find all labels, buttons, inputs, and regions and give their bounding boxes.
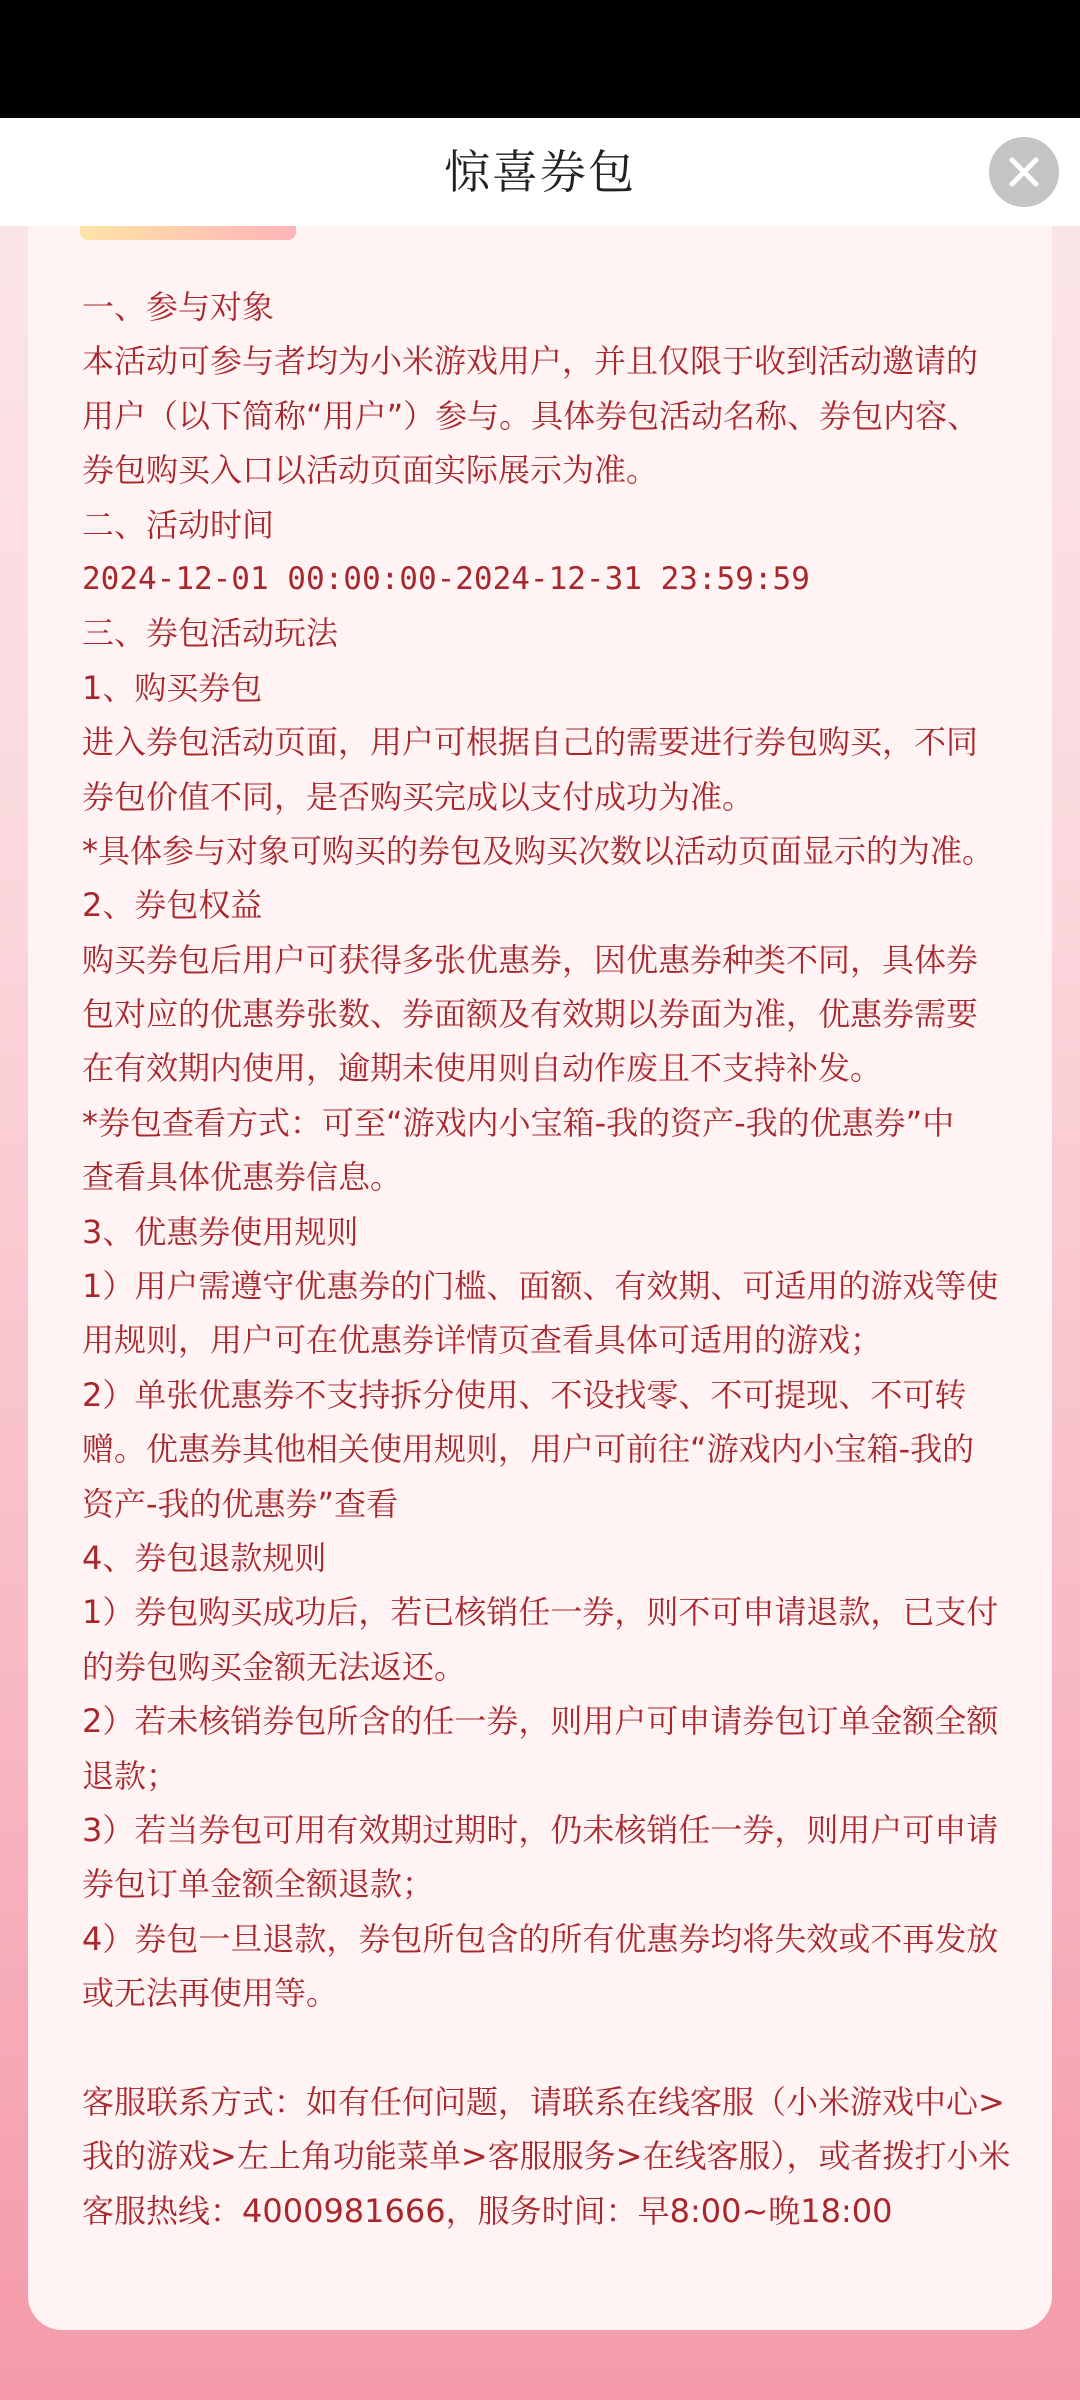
rules-text-line: 券包购买入口以活动页面实际展示为准。 [82, 451, 659, 490]
rules-text-line: 查看具体优惠券信息。 [82, 1158, 403, 1197]
rules-text-line: 券包价值不同，是否购买完成以支付成功为准。 [82, 777, 755, 816]
rules-text-line: 用规则，用户可在优惠券详情页查看具体可适用的游戏； [82, 1321, 883, 1360]
customer-service-text: 我的游戏>左上角功能菜单>客服服务>在线客服），或者拨打小米 [82, 2137, 1011, 2176]
rules-text-line: 资产-我的优惠券”查看 [82, 1484, 399, 1523]
rules-text-line: 赠。优惠券其他相关使用规则，用户可前往“游戏内小宝箱-我的 [82, 1430, 975, 1469]
customer-service-hotline: 客服热线：4000981666，服务时间：早8:00~晚18:00 [82, 2191, 893, 2230]
rules-text-line: 券包订单金额全额退款； [82, 1865, 435, 1904]
rules-subheading-purchase: 1、购买券包 [82, 668, 263, 707]
rules-text-line: 的券包购买金额无法返还。 [82, 1647, 467, 1686]
close-icon [989, 137, 1059, 207]
rules-note-line: *具体参与对象可购买的券包及购买次数以活动页面显示的为准。 [82, 831, 995, 870]
rules-text-line: 退款； [82, 1756, 179, 1795]
rules-text-line: 4）券包一旦退款，券包所包含的所有优惠券均将失效或不再发放 [82, 1919, 999, 1958]
page-title: 惊喜券包 [444, 145, 636, 199]
rules-subheading-benefits: 2、券包权益 [82, 886, 263, 925]
rules-heading-gameplay: 三、券包活动玩法 [82, 614, 339, 653]
rules-text-line: 2）若未核销券包所含的任一券，则用户可申请券包订单金额全额 [82, 1702, 999, 1741]
customer-service-text: 客服联系方式：如有任何问题，请联系在线客服（小米游戏中心> [82, 2082, 1005, 2121]
rules-text-line: 包对应的优惠券张数、券面额及有效期以券面为准，优惠券需要 [82, 995, 979, 1034]
rules-activity-period: 2024-12-01 00:00:00-2024-12-31 23:59:59 [82, 560, 810, 597]
rules-subheading-coupon-usage: 3、优惠券使用规则 [82, 1212, 359, 1251]
header [0, 118, 1080, 226]
rules-text-line: 在有效期内使用，逾期未使用则自动作废且不支持补发。 [82, 1049, 883, 1088]
rules-content [82, 280, 1012, 2238]
rules-subheading-refund: 4、券包退款规则 [82, 1538, 327, 1577]
status-bar [0, 0, 1080, 118]
rules-text-line: 1）券包购买成功后，若已核销任一券，则不可申请退款，已支付 [82, 1593, 999, 1632]
rules-spacer [82, 2021, 1012, 2075]
rules-text-line: 购买券包后用户可获得多张优惠券，因优惠券种类不同，具体券 [82, 940, 979, 979]
rules-text-line: 进入券包活动页面，用户可根据自己的需要进行券包购买，不同 [82, 723, 979, 762]
rules-text-line: 用户（以下简称“用户”）参与。具体券包活动名称、券包内容、 [82, 396, 980, 435]
rules-heading-participants: 一、参与对象 [82, 288, 275, 326]
rules-text-line: 3）若当券包可用有效期过期时，仍未核销任一券，则用户可申请 [82, 1810, 999, 1849]
close-button[interactable] [989, 137, 1059, 207]
rules-heading-time: 二、活动时间 [82, 505, 275, 544]
rules-text-line: 2）单张优惠券不支持拆分使用、不设找零、不可提现、不可转 [82, 1375, 967, 1414]
rules-text-line: 1）用户需遵守优惠券的门槛、面额、有效期、可适用的游戏等使 [82, 1267, 999, 1306]
rules-note-line: *券包查看方式：可至“游戏内小宝箱-我的资产-我的优惠券”中 [82, 1103, 955, 1142]
rules-text-line: 或无法再使用等。 [82, 1974, 339, 2013]
rules-text-line: 本活动可参与者均为小米游戏用户，并且仅限于收到活动邀请的 [82, 342, 979, 381]
